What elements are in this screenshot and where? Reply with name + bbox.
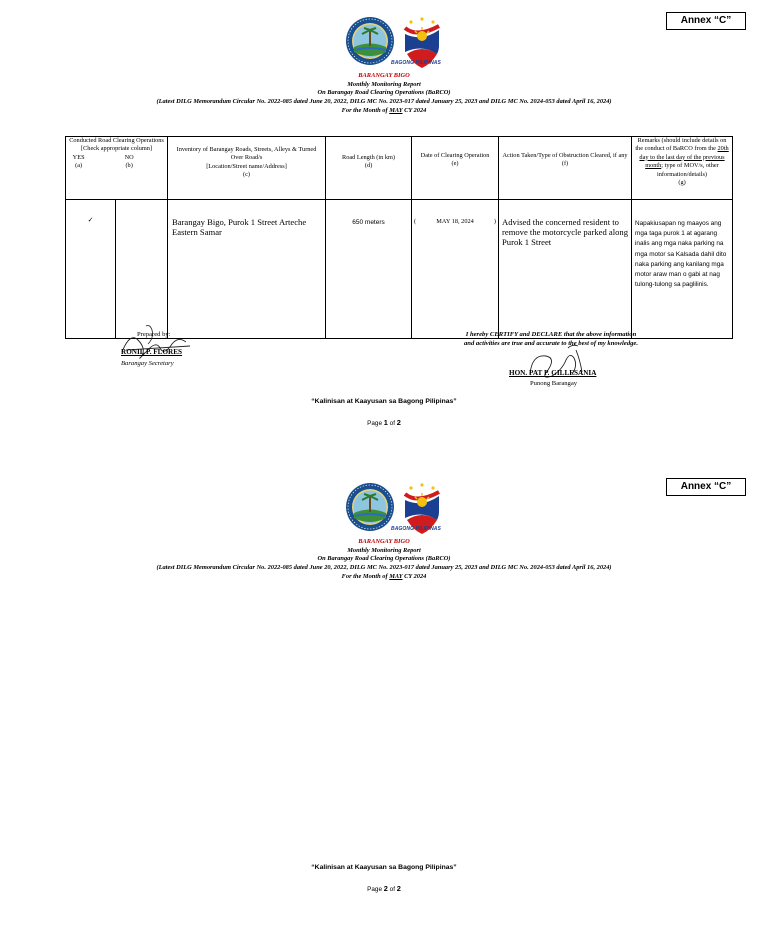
- table-header-row: [66, 137, 733, 200]
- col-header-conducted: Conducted Road Clearing Operations [Check appropriate column] YES (a) NO (b): [66, 137, 168, 200]
- report-header: [0, 538, 768, 582]
- bagong-pilipinas-text: BAGONG PILIPINAS: [391, 526, 441, 532]
- captain-title: Punong Barangay: [530, 380, 578, 387]
- certification-statement: I hereby CERTIFY and DECLARE that the above information and activities are true and accurate to the best of my knowledge.: [464, 331, 638, 347]
- slogan: “Kalinisan at Kaayusan sa Bagong Pilipinas”: [311, 864, 457, 871]
- barangay-name: BARANGAY BIGO: [358, 538, 410, 545]
- report-title: Monthly Monitoring Report: [347, 80, 421, 88]
- prepared-by-label: Prepared by:: [137, 331, 171, 338]
- report-title: Monthly Monitoring Report: [347, 546, 421, 554]
- cell-inventory: Barangay Bigo, Purok 1 Street Arteche Eastern Samar: [168, 200, 326, 339]
- bagong-pilipinas-text: BAGONG PILIPINAS: [391, 60, 441, 66]
- page-number: Page 2 of 2: [367, 884, 401, 893]
- report-month: For the Month of MAY CY 2024: [341, 106, 427, 114]
- road-clearing-table: [65, 136, 733, 339]
- captain-name: HON. PAT P. GILLESANIA: [509, 369, 597, 377]
- cell-no: [116, 200, 168, 339]
- secretary-title: Barangay Secretary: [121, 360, 174, 367]
- memo-reference: (Latest DILG Memorandum Circular No. 2022-085 dated June 20, 2022, DILG MC No. 2023-017 dated January 25, 2023 and DILG MC No. 2024-053 dated April 16, 2024): [156, 98, 612, 106]
- col-header-no: NO (b): [124, 153, 134, 170]
- slogan: “Kalinisan at Kaayusan sa Bagong Pilipinas”: [311, 398, 457, 405]
- memo-reference: (Latest DILG Memorandum Circular No. 2022-085 dated June 20, 2022, DILG MC No. 2023-017 dated January 25, 2023 and DILG MC No. 2024-053 dated April 16, 2024): [156, 564, 612, 572]
- col-header-action: Action Taken/Type of Obstruction Cleared, if any (f): [499, 137, 632, 200]
- secretary-signature: [116, 322, 194, 364]
- header-logos: [345, 482, 447, 534]
- cell-length: 650 meters: [326, 200, 412, 339]
- report-month: For the Month of MAY CY 2024: [341, 572, 427, 580]
- barangay-seal-logo: [345, 482, 395, 532]
- cell-yes-check: ✓: [66, 200, 116, 339]
- barangay-name: BARANGAY BIGO: [358, 72, 410, 79]
- annex-label: Annex “C”: [666, 478, 746, 496]
- col-header-date: Date of Clearing Operation (e): [412, 137, 499, 200]
- col-header-yes: YES (a): [72, 153, 85, 170]
- col-header-inventory: Inventory of Barangay Roads, Streets, Alleys & Turned Over Road/s [Location/Street name/Address] (c): [168, 137, 326, 200]
- barangay-seal-logo: [345, 16, 395, 66]
- col-header-remarks: Remarks (should include details on the conduct of BaRCO from the 20th day to the last day of the previous month; type of MOV/s, other information/details) (g): [632, 137, 733, 200]
- cell-remarks: Napakiusapan ng maayos ang mga taga purok 1 at agarang inalis ang mga naka parking na mga motor sa Kalsada dahil dito naka parking ang kanilang mga motor araw man o gabi at nag tulong-tulong sa paglilinis.: [632, 200, 733, 339]
- report-subtitle: On Barangay Road Clearing Operations (BaRCO): [317, 555, 451, 563]
- report-subtitle: On Barangay Road Clearing Operations (BaRCO): [317, 89, 451, 97]
- page-number: Page 1 of 2: [367, 418, 401, 427]
- cell-action: Advised the concerned resident to remove the motorcycle parked along Purok 1 Street: [499, 200, 632, 339]
- header-logos: [345, 16, 447, 68]
- table-row: [66, 200, 733, 339]
- report-header: [0, 72, 768, 116]
- cell-date: ( MAY 18, 2024 ): [412, 200, 499, 339]
- secretary-name: RONIL P. FLORES: [121, 348, 183, 356]
- page-2: [0, 466, 768, 932]
- annex-label: Annex “C”: [666, 12, 746, 30]
- col-header-length: Road Length (in km) (d): [326, 137, 412, 200]
